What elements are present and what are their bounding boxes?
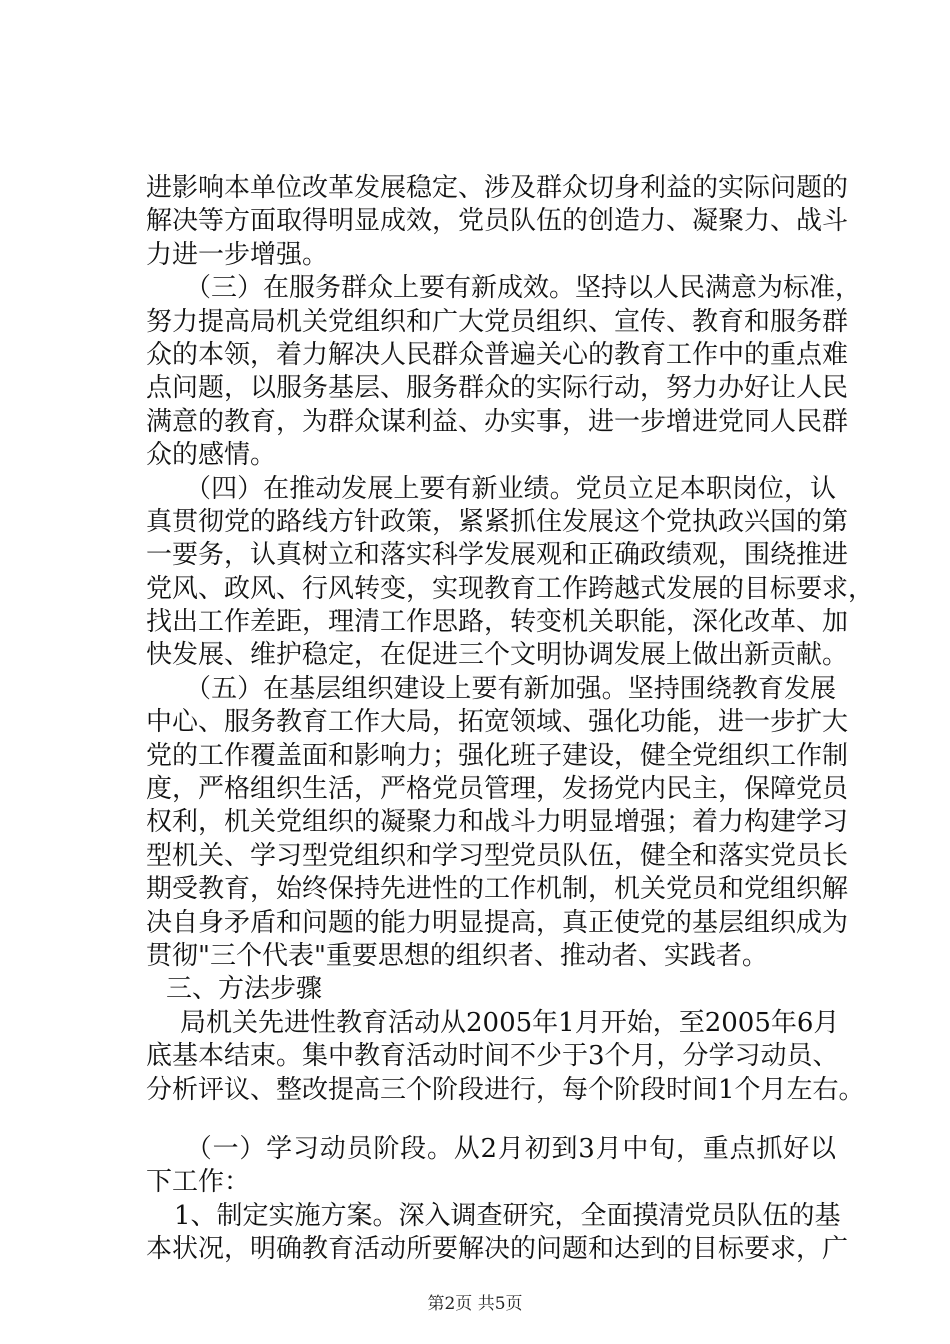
- text-line: 分析评议、整改提高三个阶段进行，每个阶段时间1个月左右。: [146, 1074, 865, 1105]
- text-line: 满意的教育，为群众谋利益、办实事，进一步增进党同人民群: [146, 406, 849, 437]
- text-line: 底基本结束。集中教育活动时间不少于3个月，分学习动员、: [146, 1041, 839, 1072]
- text-line: 1、制定实施方案。深入调查研究，全面摸清党员队伍的基: [174, 1200, 841, 1231]
- text-line: 解决等方面取得明显成效，党员队伍的创造力、凝聚力、战斗: [146, 206, 849, 237]
- text-line: 本状况，明确教育活动所要解决的问题和达到的目标要求，广: [146, 1234, 849, 1265]
- text-line: （三）在服务群众上要有新成效。坚持以人民满意为标准，: [172, 273, 862, 304]
- text-line: 众的本领，着力解决人民群众普遍关心的教育工作中的重点难: [146, 339, 849, 370]
- text-line: 真贯彻党的路线方针政策，紧紧抓住发展这个党执政兴国的第: [146, 506, 849, 537]
- text-line: 决自身矛盾和问题的能力明显提高，真正使党的基层组织成为: [146, 907, 849, 938]
- text-line: 下工作：: [146, 1167, 251, 1198]
- text-line: 型机关、学习型党组织和学习型党员队伍，健全和落实党员长: [146, 840, 849, 871]
- text-line: 一要务，认真树立和落实科学发展观和正确政绩观，围绕推进: [146, 540, 849, 571]
- text-line: 权利，机关党组织的凝聚力和战斗力明显增强；着力构建学习: [146, 807, 849, 838]
- text-line: 党的工作覆盖面和影响力；强化班子建设，健全党组织工作制: [146, 740, 849, 771]
- text-line: 中心、服务教育工作大局，拓宽领域、强化功能，进一步扩大: [146, 707, 849, 738]
- text-line: 贯彻"三个代表"重要思想的组织者、推动者、实践者。: [146, 940, 768, 971]
- text-line: 进影响本单位改革发展稳定、涉及群众切身利益的实际问题的: [146, 173, 849, 203]
- text-line: 点问题，以服务基层、服务群众的实际行动，努力办好让人民: [146, 373, 849, 404]
- page-number-footer: 第2页 共5页: [427, 1294, 523, 1314]
- text-line: （五）在基层组织建设上要有新加强。坚持围绕教育发展: [172, 673, 836, 704]
- paragraph-gap: [146, 1107, 836, 1133]
- text-line: 众的感情。: [146, 440, 277, 471]
- text-line: （四）在推动发展上要有新业绩。党员立足本职岗位，认: [172, 473, 836, 504]
- text-line: 度，严格组织生活，严格党员管理，发扬党内民主，保障党员: [146, 774, 849, 805]
- document-body: [146, 172, 875, 1267]
- text-line: 努力提高局机关党组织和广大党员组织、宣传、教育和服务群: [146, 306, 849, 337]
- text-line: 局机关先进性教育活动从2005年1月开始，至2005年6月: [180, 1007, 840, 1038]
- text-line: 期受教育，始终保持先进性的工作机制，机关党员和党组织解: [146, 874, 849, 905]
- text-line: 力进一步增强。: [146, 239, 329, 270]
- section-heading: 三、方法步骤: [166, 974, 323, 1005]
- text-line: （一）学习动员阶段。从2月初到3月中旬，重点抓好以: [172, 1133, 836, 1164]
- text-line: 快发展、维护稳定，在促进三个文明协调发展上做出新贡献。: [146, 640, 849, 671]
- text-line: 党风、政风、行风转变，实现教育工作跨越式发展的目标要求，: [146, 573, 875, 604]
- text-line: 找出工作差距，理清工作思路，转变机关职能，深化改革、加: [146, 607, 849, 638]
